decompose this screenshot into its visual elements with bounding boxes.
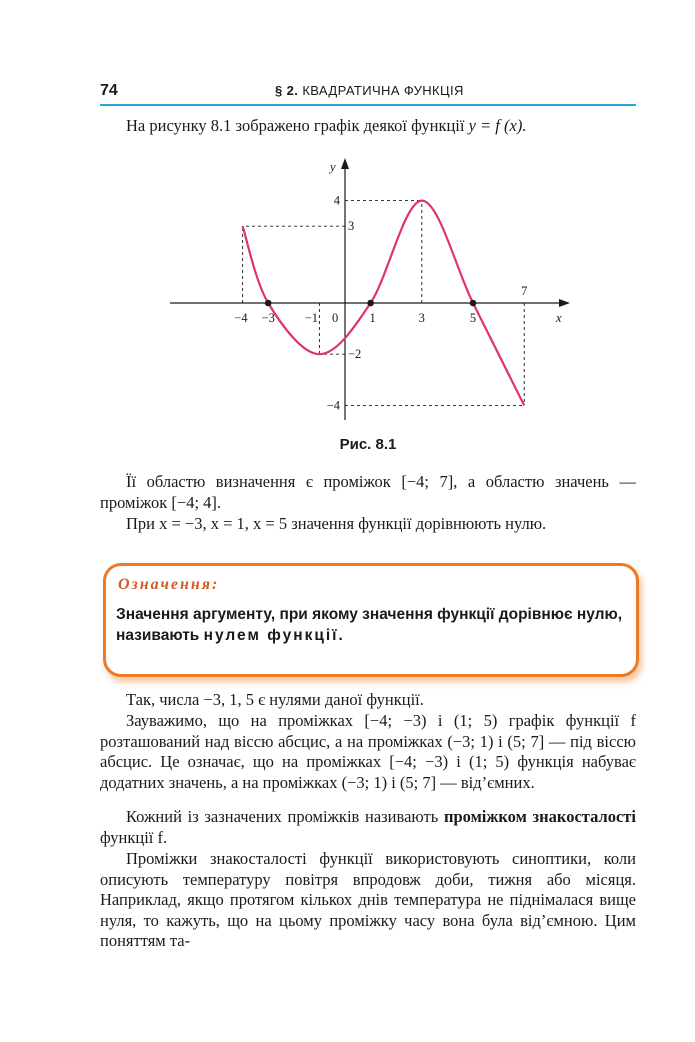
y-tick-label: 3 [348,219,355,234]
x-axis-label: x [556,311,562,325]
x-tick-label: 1 [369,311,376,325]
domain-paragraph: Її областю визначення є проміжок [−4; 7], а областю значень — проміжок [−4; 4]. [100,472,636,512]
intro-paragraph [100,116,636,137]
y-axis-arrow-icon [341,158,349,169]
body-paragraph-4: Проміжки знакосталості функції використовують синоптики, коли описують температуру повітря впродовж доби, тижня або місяця. Наприклад, якщо протягом кількох днів температура не піднімалася вище нуля, то кажуть, що на цьому проміжку часу вона була від’ємною. Цим поняттям та- [100,849,636,950]
origin-label: 0 [332,311,339,325]
x-tick-label: −3 [261,311,275,325]
body-paragraph-3 [100,807,636,848]
y-tick-label: 4 [333,193,340,208]
x-tick-label: 3 [418,311,425,325]
definition-text-before: Значення аргументу, при якому значення функції дорівнює нулю, називають [116,606,623,644]
x-tick-label: 5 [469,311,477,325]
zero-point [470,300,477,307]
body-paragraph-3-start: Кожний із зазначених проміжків називають [126,807,444,826]
x-tick-label: −4 [234,311,248,325]
x-tick-label: −1 [304,311,319,325]
x-tick-label: 7 [521,284,528,298]
page-header [100,80,636,106]
y-axis-label: y [330,160,336,174]
zero-point [265,300,272,307]
zero-point [367,300,374,307]
y-tick-label: −4 [326,398,340,413]
intro-formula: y = f (x). [468,116,527,135]
definition-text [116,604,624,646]
body-paragraph-3-end: функції f. [100,827,168,847]
intro-text: На рисунку 8.1 зображено графік деякої функції [126,116,469,135]
section-title [275,83,464,98]
figure-caption: Рис. 8.1 [339,436,397,453]
section-title-text: КВАДРАТИЧНА ФУНКЦІЯ [302,83,464,98]
section-label: § 2. [275,83,299,98]
definition-term: нулем функції [203,627,339,644]
x-axis-arrow-icon [559,299,570,307]
function-graph [160,150,580,430]
definition-title: Означення: [118,576,220,593]
body-paragraph-2: Зауважимо, що на проміжках [−4; −3) і (1; 5) графік функції f розташований над віссю абсцис, а на проміжках (−3; 1) і (5; 7] — під віссю абсцис. Це означає, що на проміжках [−4; −3) і (1; 5) функція набуває додатних значень, а на проміжках (−3; 1) і (5; 7] — від’ємних. [100,711,636,792]
definition-text-after: . [338,627,343,644]
body-paragraph-3-term: проміжком знакосталості [443,807,636,826]
definition-box [103,563,639,677]
page-number: 74 [100,82,118,99]
body-paragraph-1: Так, числа −3, 1, 5 є нулями даної функції. [126,690,424,709]
y-tick-label: −2 [348,347,362,362]
zeros-paragraph: При x = −3, x = 1, x = 5 значення функції дорівнюють нулю. [126,514,547,533]
